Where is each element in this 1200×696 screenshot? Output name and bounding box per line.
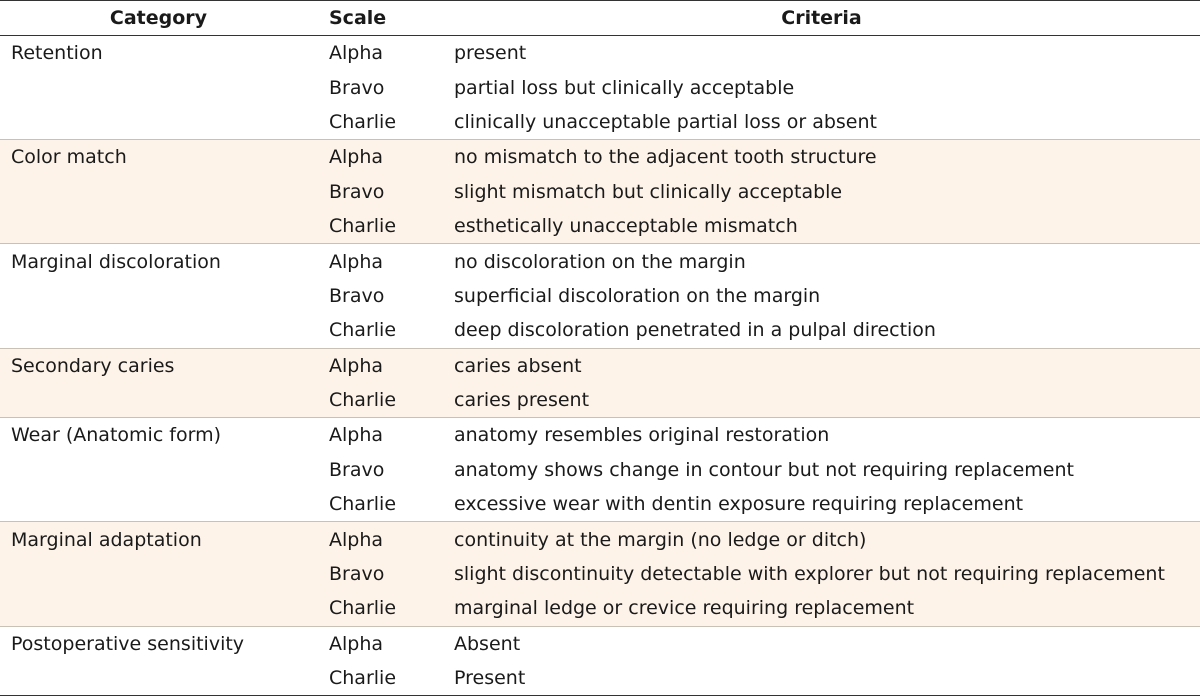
category-cell-empty [0, 279, 317, 313]
table-row [0, 591, 1200, 626]
table-row [0, 70, 1200, 104]
scale-cell: Charlie [329, 319, 397, 342]
header-row [0, 1, 1200, 36]
criteria-cell: caries absent [443, 348, 1200, 383]
category-cell-empty [0, 453, 317, 487]
criteria-cell: esthetically unacceptable mismatch [443, 209, 1200, 244]
category-cell: Postoperative sensitivity [11, 632, 245, 655]
table-row [0, 313, 1200, 348]
table-row [0, 105, 1200, 140]
scale-cell: Charlie [317, 383, 443, 418]
header-scale: Scale [317, 1, 443, 36]
table-row [0, 244, 1200, 279]
category-cell: Marginal adaptation [0, 522, 317, 557]
scale-cell: Bravo [317, 175, 443, 209]
scale-cell: Alpha [317, 522, 443, 557]
category-cell-empty [0, 175, 317, 209]
criteria-cell: present [454, 42, 527, 65]
category-cell-empty [0, 313, 317, 348]
scale-cell: Alpha [329, 424, 384, 447]
scale-cell: Charlie [317, 591, 443, 626]
criteria-cell: clinically unacceptable partial loss or absent [454, 110, 877, 133]
table-row [0, 140, 1200, 175]
table-row [0, 418, 1200, 453]
table-row [0, 348, 1200, 383]
scale-cell: Bravo [317, 557, 443, 591]
criteria-cell: partial loss but clinically acceptable [454, 76, 795, 99]
group-wear-anatomic-form [0, 418, 1200, 522]
category-cell-empty [0, 383, 317, 418]
table-row [0, 383, 1200, 418]
scale-cell: Charlie [317, 209, 443, 244]
category-cell-empty [0, 209, 317, 244]
scale-cell: Alpha [317, 348, 443, 383]
header-criteria: Criteria [443, 1, 1200, 36]
criteria-cell: continuity at the margin (no ledge or ditch) [443, 522, 1200, 557]
criteria-cell: no discoloration on the margin [454, 250, 746, 273]
scale-cell: Alpha [329, 632, 384, 655]
scale-cell: Alpha [329, 42, 384, 65]
table-row [0, 487, 1200, 522]
table-row [0, 175, 1200, 209]
category-cell: Secondary caries [0, 348, 317, 383]
scale-cell: Bravo [329, 76, 385, 99]
criteria-cell: anatomy shows change in contour but not requiring replacement [454, 458, 1074, 481]
criteria-cell: slight mismatch but clinically acceptable [443, 175, 1200, 209]
criteria-cell: no mismatch to the adjacent tooth structure [443, 140, 1200, 175]
scale-cell: Charlie [329, 493, 397, 516]
scale-cell: Charlie [329, 110, 397, 133]
criteria-cell: superficial discoloration on the margin [454, 284, 821, 307]
category-cell: Wear (Anatomic form) [11, 424, 222, 447]
group-marginal-discoloration [0, 244, 1200, 348]
table-row [0, 36, 1200, 71]
criteria-cell: marginal ledge or crevice requiring replacement [443, 591, 1200, 626]
criteria-cell: Present [454, 667, 526, 690]
category-cell-empty [0, 70, 317, 104]
table-row [0, 522, 1200, 557]
table-row [0, 279, 1200, 313]
criteria-cell: excessive wear with dentin exposure requiring replacement [454, 493, 1024, 516]
criteria-cell: deep discoloration penetrated in a pulpal direction [454, 319, 936, 342]
header-category: Category [0, 1, 317, 36]
table-row [0, 661, 1200, 696]
table-row [0, 626, 1200, 661]
group-color-match [0, 140, 1200, 244]
scale-cell: Bravo [329, 284, 385, 307]
group-postoperative-sensitivity [0, 626, 1200, 696]
category-cell: Retention [11, 42, 103, 65]
category-cell-empty [0, 487, 317, 522]
table-header [0, 1, 1200, 36]
criteria-cell: slight discontinuity detectable with explorer but not requiring replacement [443, 557, 1200, 591]
category-cell-empty [0, 591, 317, 626]
category-cell: Color match [0, 140, 317, 175]
scale-cell: Alpha [329, 250, 384, 273]
criteria-cell: caries present [443, 383, 1200, 418]
category-cell-empty [0, 105, 317, 140]
criteria-cell: anatomy resembles original restoration [454, 424, 830, 447]
table-row [0, 209, 1200, 244]
table-row [0, 557, 1200, 591]
category-cell-empty [0, 661, 317, 696]
group-marginal-adaptation [0, 522, 1200, 626]
scale-cell: Alpha [317, 140, 443, 175]
table-row [0, 453, 1200, 487]
criteria-cell: Absent [454, 632, 521, 655]
group-retention [0, 36, 1200, 140]
category-cell: Marginal discoloration [11, 250, 221, 273]
category-cell-empty [0, 557, 317, 591]
scale-cell: Charlie [329, 667, 397, 690]
group-secondary-caries [0, 348, 1200, 418]
scale-cell: Bravo [329, 458, 385, 481]
